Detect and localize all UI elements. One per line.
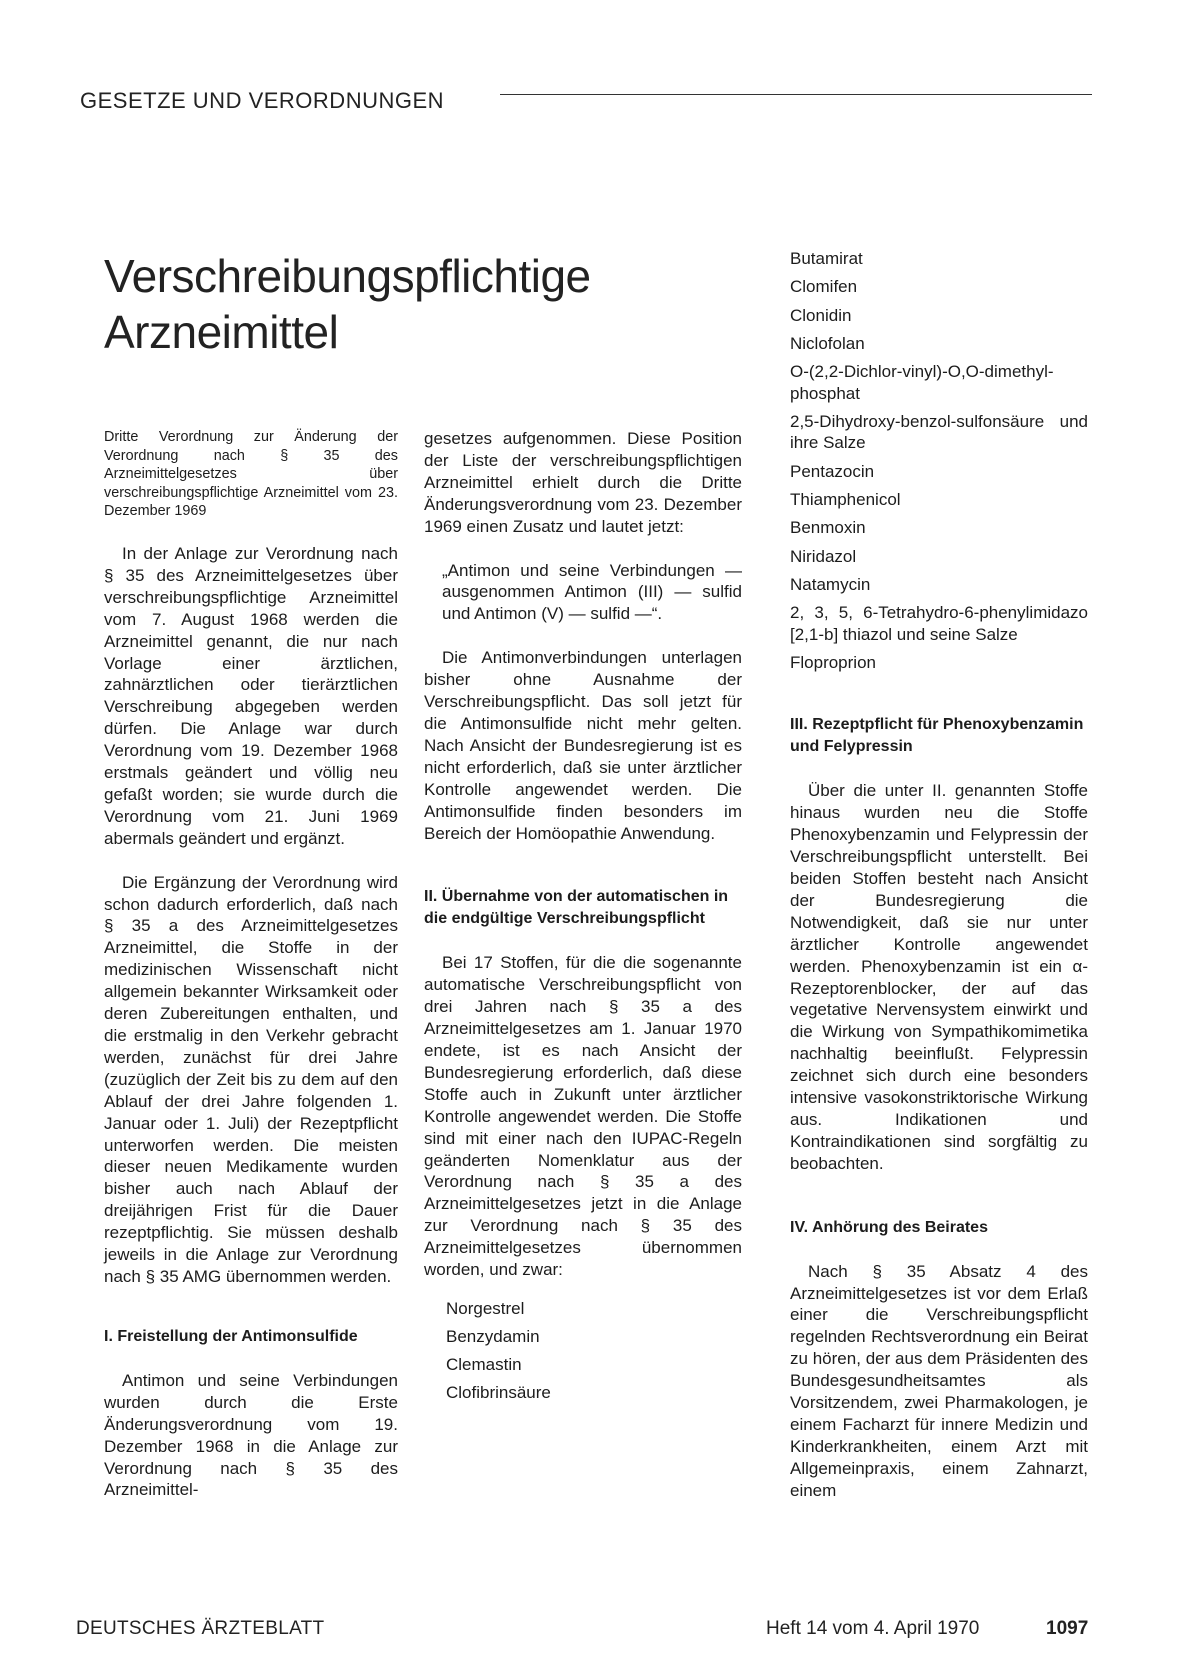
list-item: Thiamphenicol (790, 490, 901, 510)
intro-paragraph: Dritte Verordnung zur Änderung der Verordnung nach § 35 des Arzneimittelgesetzes über verschreibungspflichtige Arzneimittel vom 23. Dezember 1969 (104, 429, 398, 520)
section-heading-1: I. Freistellung der Antimonsulfide (104, 1327, 358, 1345)
journal-name: DEUTSCHES ÄRZTEBLATT (76, 1618, 325, 1639)
list-item: O-(2,2-Dichlor-vinyl)-O,O-dimethyl-phosphat (790, 362, 1054, 403)
column-1 (104, 428, 398, 1501)
list-item: 2,5-Dihydroxy-benzol-sulfonsäure und ihre Salze (790, 411, 1088, 453)
paragraph: Die Antimonverbindungen unterlagen bisher ohne Ausnahme der Verschreibungspflicht. Das soll jetzt für die Antimonsulfide nicht mehr gelten. Nach Ansicht der Bundesregierung ist es nicht erforderlich, daß sie unter ärztlicher Kontrolle angewendet werden. Die Antimonsulfide finden besonders im Bereich der Homöopathie Anwendung. (424, 648, 742, 843)
list-item: Clomifen (790, 277, 858, 297)
list-item: 2, 3, 5, 6-Tetrahydro-6-phenylimidazo [2,1-b] thiazol und seine Salze (790, 603, 1088, 644)
paragraph: Über die unter II. genannten Stoffe hinaus wurden neu die Stoffe Phenoxybenzamin und Felypressin der Verschreibungspflicht unterstellt. Bei beiden Stoffen besteht nach Ansicht der Bundesregierung die Notwendigkeit, daß sie nur unter ärztlicher Kontrolle angewendet werden. Phenoxybenzamin ist ein α-Rezeptorenblocker, der auf das vegetative Nervensystem einwirkt und die Wirkung von Sympathikomimetika nachhaltig beeinflußt. Felypressin zeichnet sich durch eine besonders intensive vasokonstriktorische Wirkung aus. Indikationen und Kontraindikationen sind sorgfältig zu beobachten. (790, 781, 1088, 1173)
page-number: 1097 (1046, 1618, 1089, 1639)
list-item: Niclofolan (790, 333, 865, 353)
list-item: Floproprion (790, 653, 876, 673)
section-header (80, 88, 1092, 128)
column-2 (424, 428, 742, 1407)
section-heading-3: III. Rezeptpflicht für Phenoxybenzamin und Felypressin (790, 716, 1084, 756)
list-item: Natamycin (790, 574, 871, 594)
list-item: Benzydamin (446, 1327, 540, 1346)
issue-info: Heft 14 vom 4. April 1970 (766, 1618, 980, 1639)
section-rule (500, 94, 1092, 95)
section-title: GESETZE UND VERORDNUNGEN (80, 88, 445, 113)
article-title-line1: Verschreibungspflichtige (104, 250, 591, 302)
substance-list-1 (424, 1295, 742, 1407)
quote-paragraph: „Antimon und seine Verbindungen — ausgenommen Antimon (III) — sulfid und Antimon (V) — sulfid —“. (442, 560, 742, 624)
substance-list-2 (790, 248, 1088, 674)
list-item: Benmoxin (790, 518, 866, 538)
list-item: Clofibrinsäure (446, 1383, 551, 1402)
article-title-line2: Arzneimittel (104, 306, 339, 358)
section-heading-4: IV. Anhörung des Beirates (790, 1218, 988, 1236)
column-3 (790, 248, 1088, 1502)
paragraph: Die Ergänzung der Verordnung wird schon dadurch erforderlich, daß nach § 35 a des Arzneimittelgesetzes Arzneimittel, die Stoffe in der medizinischen Wissenschaft nicht allgemein bekannter Wirksamkeit oder deren Zubereitungen enthalten, und die erstmalig in den Verkehr gebracht werden, zunächst für drei Jahre (zuzüglich der Zeit bis zu dem auf den Ablauf der drei Jahre folgenden 1. Januar oder 1. Juli) der Rezeptpflicht unterworfen werden. Die meisten dieser neuen Medikamente wurden bisher auch nach Ablauf der dreijährigen Frist für die Dauer rezeptpflichtig. Sie müssen deshalb jeweils in die Anlage zur Verordnung nach § 35 AMG übernommen werden. (104, 872, 398, 1286)
paragraph: In der Anlage zur Verordnung nach § 35 des Arzneimittelgesetzes über verschreibungspflichtige Arzneimittel vom 7. August 1968 werden die Arzneimittel genannt, die nur nach Vorlage einer ärztlichen, zahnärztlichen oder tierärztlichen Verschreibung abgegeben werden dürfen. Die Anlage war durch Verordnung vom 19. Dezember 1968 erstmals geändert und völlig neu gefaßt worden; sie wurde durch die Verordnung vom 21. Juni 1969 abermals geändert und ergänzt. (104, 543, 398, 848)
paragraph: gesetzes aufgenommen. Diese Position der Liste der verschreibungspflichtigen Arzneimittel erhielt durch die Dritte Änderungsverordnung vom 23. Dezember 1969 einen Zusatz und lautet jetzt: (424, 429, 742, 536)
paragraph: Bei 17 Stoffen, für die die sogenannte automatische Verschreibungspflicht von drei Jahren nach § 35 a des Arzneimittelgesetzes am 1. Januar 1970 endete, ist es nach Ansicht der Bundesregierung erforderlich, daß diese Stoffe auch in Zukunft unter ärztlicher Kontrolle angewendet werden. Die Stoffe sind mit einer nach den IUPAC-Regeln geänderten Nomenklatur aus der Verordnung nach § 35 a des Arzneimittelgesetzes jetzt in die Anlage zur Verordnung nach § 35 des Arzneimittelgesetzes übernommen worden, und zwar: (424, 953, 742, 1280)
paragraph: Nach § 35 Absatz 4 des Arzneimittelgesetzes ist vor dem Erlaß einer die Verschreibungspflicht regelnden Rechtsverordnung ein Beirat zu hören, der aus dem Präsidenten des Bundesgesundheitsamtes als Vorsitzendem, zwei Pharmakologen, je einem Facharzt für innere Medizin und Kinderkrankheiten, einem Arzt mit Allgemeinpraxis, einem Zahnarzt, einem (790, 1261, 1088, 1500)
list-item: Niridazol (790, 546, 857, 566)
list-item: Butamirat (790, 249, 863, 268)
section-heading-2: II. Übernahme von der automatischen in die endgültige Verschreibungspflicht (424, 888, 729, 928)
list-item: Norgestrel (446, 1299, 525, 1318)
list-item: Pentazocin (790, 461, 875, 481)
paragraph: Antimon und seine Verbindungen wurden durch die Erste Änderungsverordnung vom 19. Dezember 1968 in die Anlage zur Verordnung nach § 35 des Arzneimittel- (104, 1370, 398, 1500)
list-item: Clemastin (446, 1355, 522, 1374)
article-title (104, 248, 591, 360)
list-item: Clonidin (790, 305, 852, 325)
